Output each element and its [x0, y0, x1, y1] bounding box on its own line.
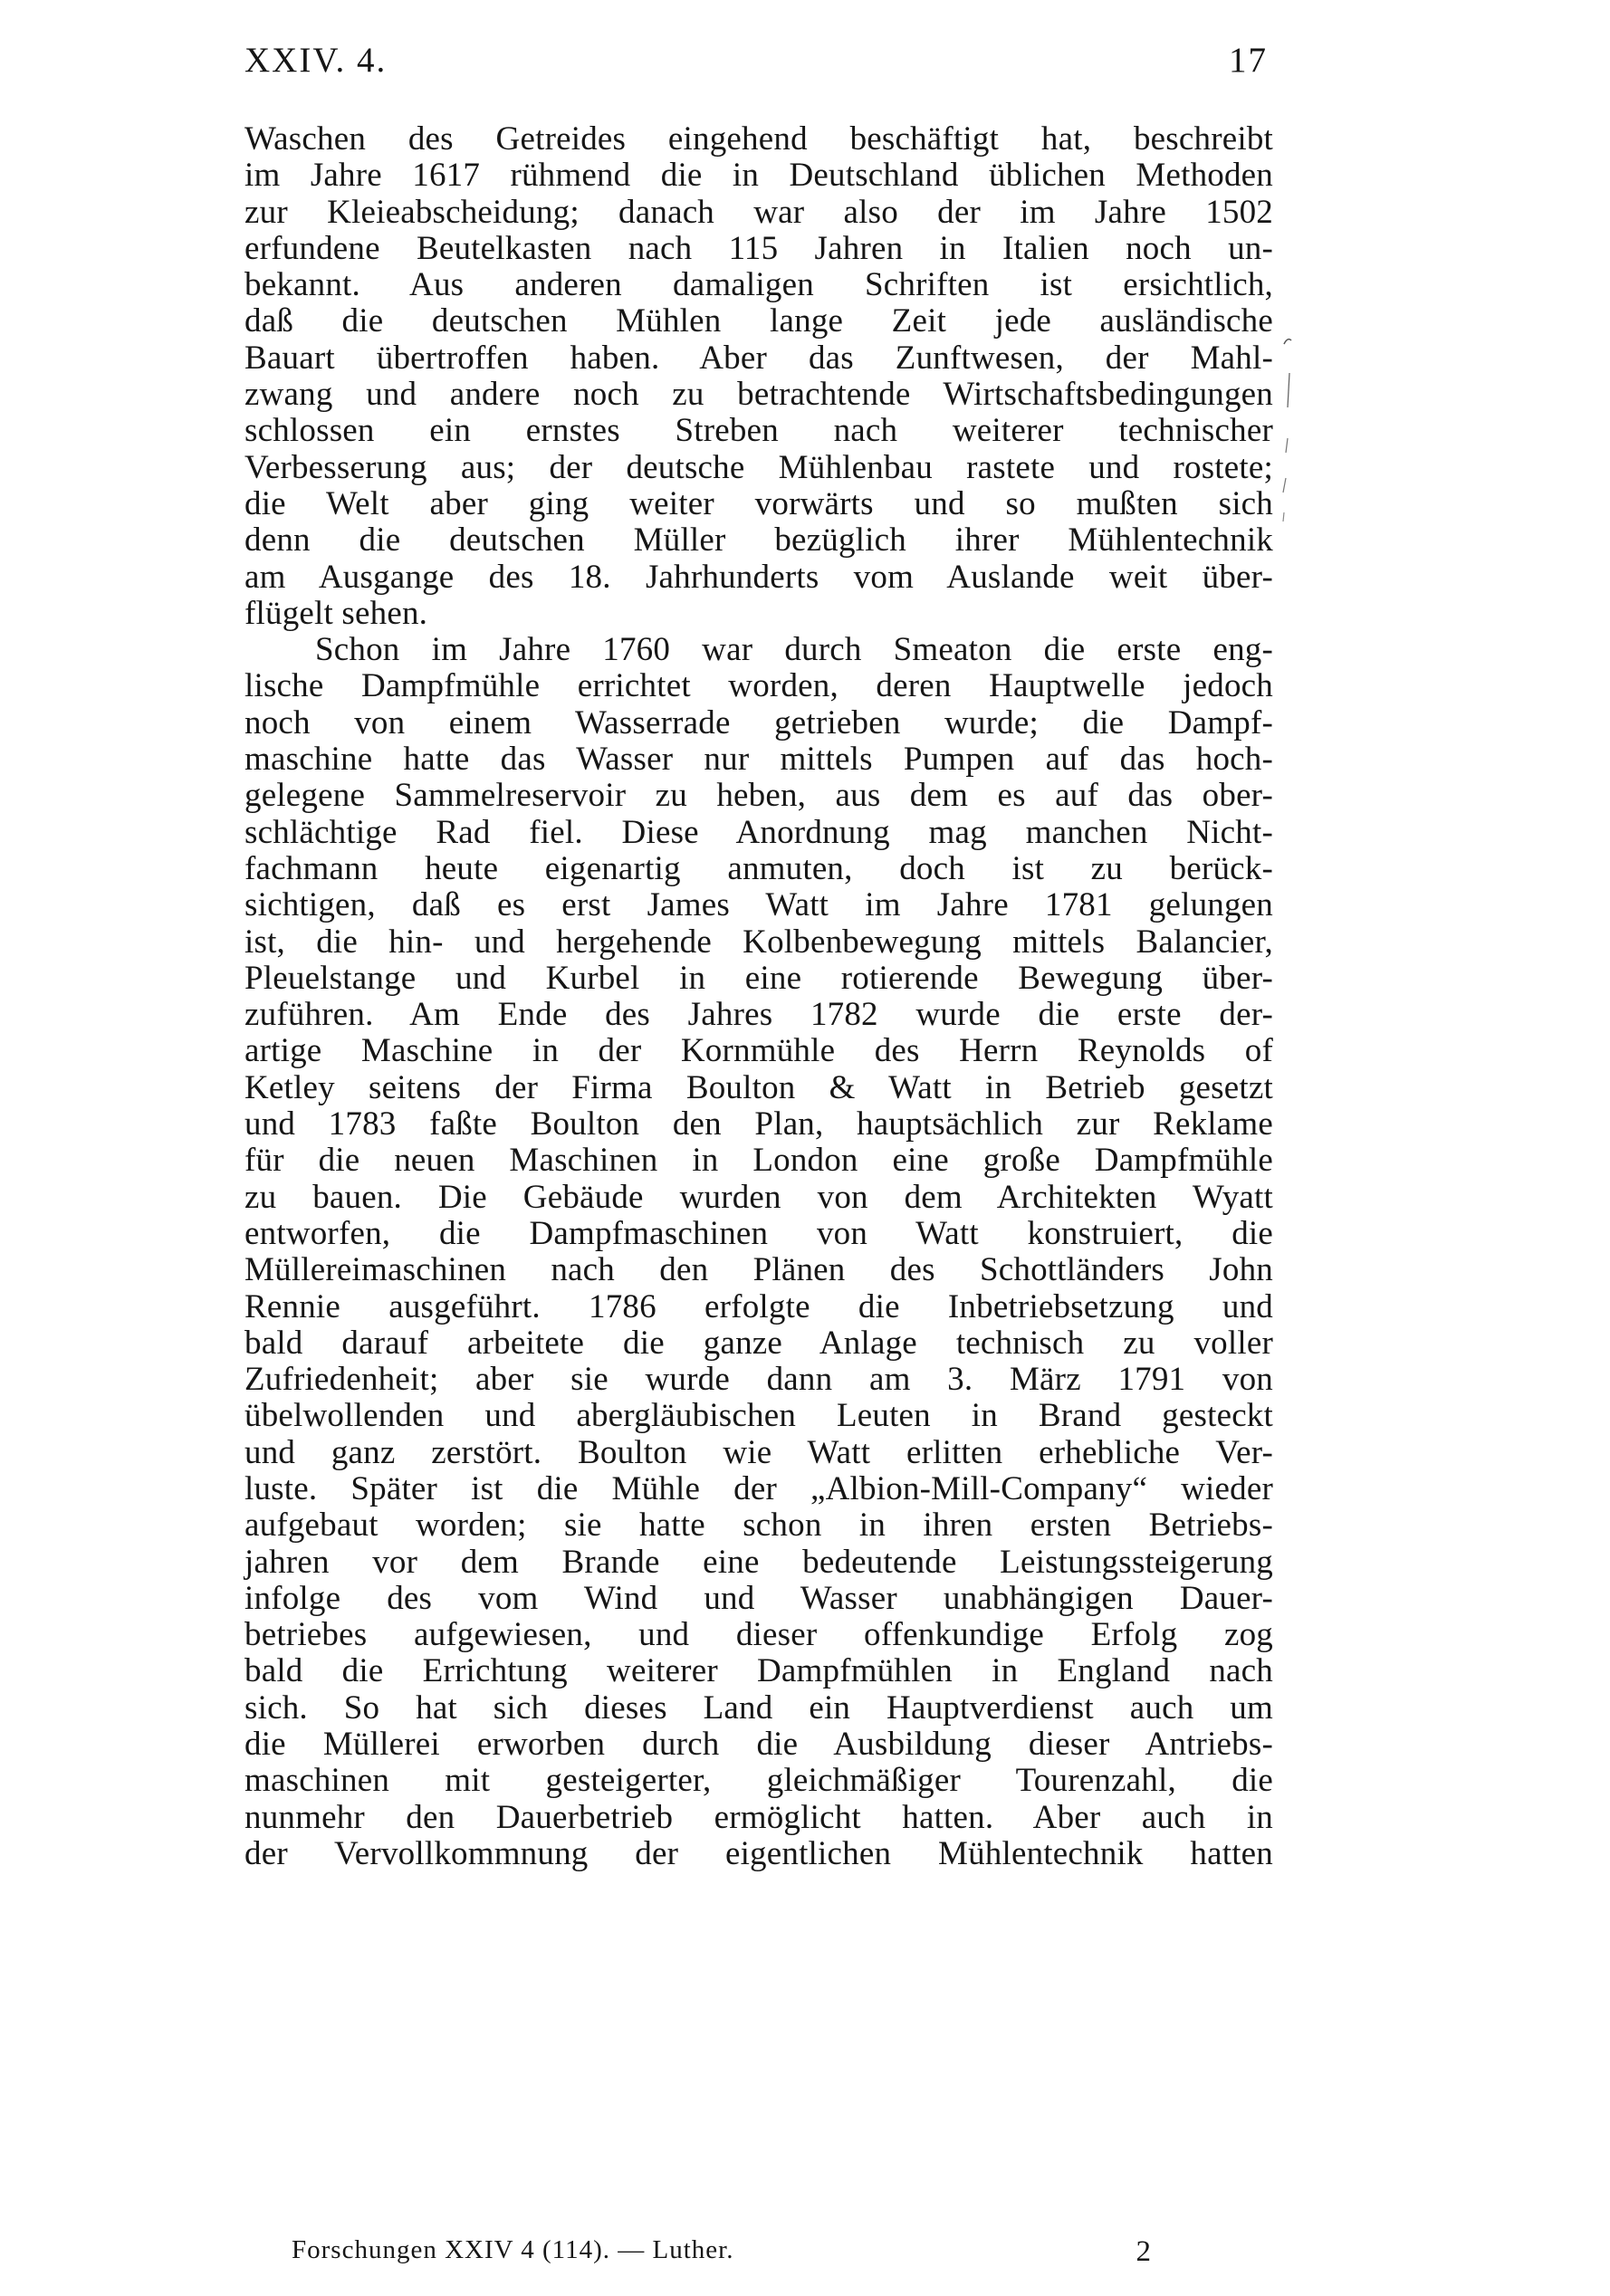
text-line: Waschen des Getreides eingehend beschäftigt hat, beschreibt — [244, 120, 1273, 158]
text-line: fachmann heute eigenartig anmuten, doch ist zu berück- — [244, 849, 1273, 887]
text-line: entworfen, die Dampfmaschinen von Watt konstruiert, die — [244, 1214, 1273, 1252]
page-footer — [292, 2235, 1152, 2275]
text-line: und 1783 faßte Boulton den Plan, hauptsächlich zur Reklame — [244, 1105, 1273, 1143]
text-line: und ganz zerstört. Boulton wie Watt erlitten erhebliche Ver- — [244, 1433, 1273, 1471]
text-line: Schon im Jahre 1760 war durch Smeaton die erste eng- — [315, 631, 1273, 669]
text-line: betriebes aufgewiesen, und dieser offenkundige Erfolg zog — [244, 1616, 1273, 1654]
text-line: sichtigen, daß es erst James Watt im Jahre 1781 gelungen — [244, 886, 1273, 924]
text-line: Ketley seitens der Firma Boulton & Watt in Betrieb gesetzt — [244, 1068, 1273, 1106]
text-line: schlossen ein ernstes Streben nach weiterer technischer — [244, 412, 1273, 450]
text-line: bald darauf arbeitete die ganze Anlage technisch zu voller — [244, 1324, 1273, 1362]
printer-signature: Forschungen XXIV 4 (114). — Luther. — [292, 2235, 734, 2264]
text-line: zuführen. Am Ende des Jahres 1782 wurde die erste der- — [244, 996, 1273, 1034]
text-line: ist, die hin- und hergehende Kolbenbewegung mittels Balancier, — [244, 923, 1273, 961]
section-number: XXIV. 4. — [244, 41, 388, 80]
text-line: Rennie ausgeführt. 1786 erfolgte die Inbetriebsetzung und — [244, 1287, 1273, 1325]
page-number: 17 — [1229, 41, 1268, 80]
text-line: schlächtige Rad fiel. Diese Anordnung mag manchen Nicht- — [244, 813, 1273, 851]
text-line: zur Kleieabscheidung; danach war also der im Jahre 1502 — [244, 193, 1273, 231]
paragraph — [244, 121, 1273, 632]
running-head — [244, 40, 1268, 94]
text-line: bekannt. Aus anderen damaligen Schriften ist ersichtlich, — [244, 266, 1273, 304]
text-line: denn die deutschen Müller bezüglich ihrer Mühlentechnik — [244, 521, 1273, 560]
text-line: im Jahre 1617 rühmend die in Deutschland üblichen Methoden — [244, 157, 1273, 195]
text-line: aufgebaut worden; sie hatte schon in ihren ersten Betriebs- — [244, 1507, 1273, 1545]
body-text — [244, 121, 1273, 1872]
text-line: maschinen mit gesteigerter, gleichmäßiger Tourenzahl, die — [244, 1762, 1273, 1800]
text-line: infolge des vom Wind und Wasser unabhängigen Dauer- — [244, 1579, 1273, 1617]
text-line: artige Maschine in der Kornmühle des Herrn Reynolds of — [244, 1032, 1273, 1070]
text-line: Pleuelstange und Kurbel in eine rotierende Bewegung über- — [244, 959, 1273, 997]
text-line: für die neuen Maschinen in London eine große Dampfmühle — [244, 1142, 1273, 1180]
text-line: zwang und andere noch zu betrachtende Wirtschaftsbedingungen — [244, 376, 1273, 414]
text-line: luste. Später ist die Mühle der „Albion-Mill-Company“ wieder — [244, 1469, 1273, 1507]
text-line: am Ausgange des 18. Jahrhunderts vom Auslande weit über- — [244, 558, 1273, 596]
text-line: Verbesserung aus; der deutsche Mühlenbau rastete und rostete; — [244, 448, 1273, 486]
text-line: flügelt sehen. — [244, 594, 428, 632]
text-line: bald die Errichtung weiterer Dampfmühlen in England nach — [244, 1652, 1273, 1690]
margin-pencil-marks — [1279, 326, 1315, 543]
text-line: daß die deutschen Mühlen lange Zeit jede ausländische — [244, 302, 1273, 340]
text-line: Bauart übertroffen haben. Aber das Zunftwesen, der Mahl- — [244, 339, 1273, 377]
text-line: zu bauen. Die Gebäude wurden von dem Architekten Wyatt — [244, 1178, 1273, 1216]
text-line: jahren vor dem Brande eine bedeutende Leistungssteigerung — [244, 1543, 1273, 1581]
text-line: Zufriedenheit; aber sie wurde dann am 3. März 1791 von — [244, 1361, 1273, 1399]
paragraph — [244, 632, 1273, 1872]
text-line: übelwollenden und abergläubischen Leuten in Brand gesteckt — [244, 1397, 1273, 1435]
text-line: der Vervollkommnung der eigentlichen Mühlentechnik hatten — [244, 1834, 1273, 1872]
text-line: die Welt aber ging weiter vorwärts und so mußten sich — [244, 484, 1273, 522]
text-line: erfundene Beutelkasten nach 115 Jahren in Italien noch un- — [244, 229, 1273, 267]
text-line: lische Dampfmühle errichtet worden, deren Hauptwelle jedoch — [244, 667, 1273, 705]
text-line: Müllereimaschinen nach den Plänen des Schottländers John — [244, 1251, 1273, 1289]
text-line: die Müllerei erworben durch die Ausbildung dieser Antriebs- — [244, 1726, 1273, 1764]
text-line: maschine hatte das Wasser nur mittels Pumpen auf das hoch- — [244, 741, 1273, 779]
text-line: gelegene Sammelreservoir zu heben, aus dem es auf das ober- — [244, 777, 1273, 815]
text-line: noch von einem Wasserrade getrieben wurde; die Dampf- — [244, 703, 1273, 741]
text-line: sich. So hat sich dieses Land ein Hauptverdienst auch um — [244, 1689, 1273, 1727]
text-line: nunmehr den Dauerbetrieb ermöglicht hatten. Aber auch in — [244, 1798, 1273, 1836]
sheet-number: 2 — [1136, 2235, 1152, 2268]
